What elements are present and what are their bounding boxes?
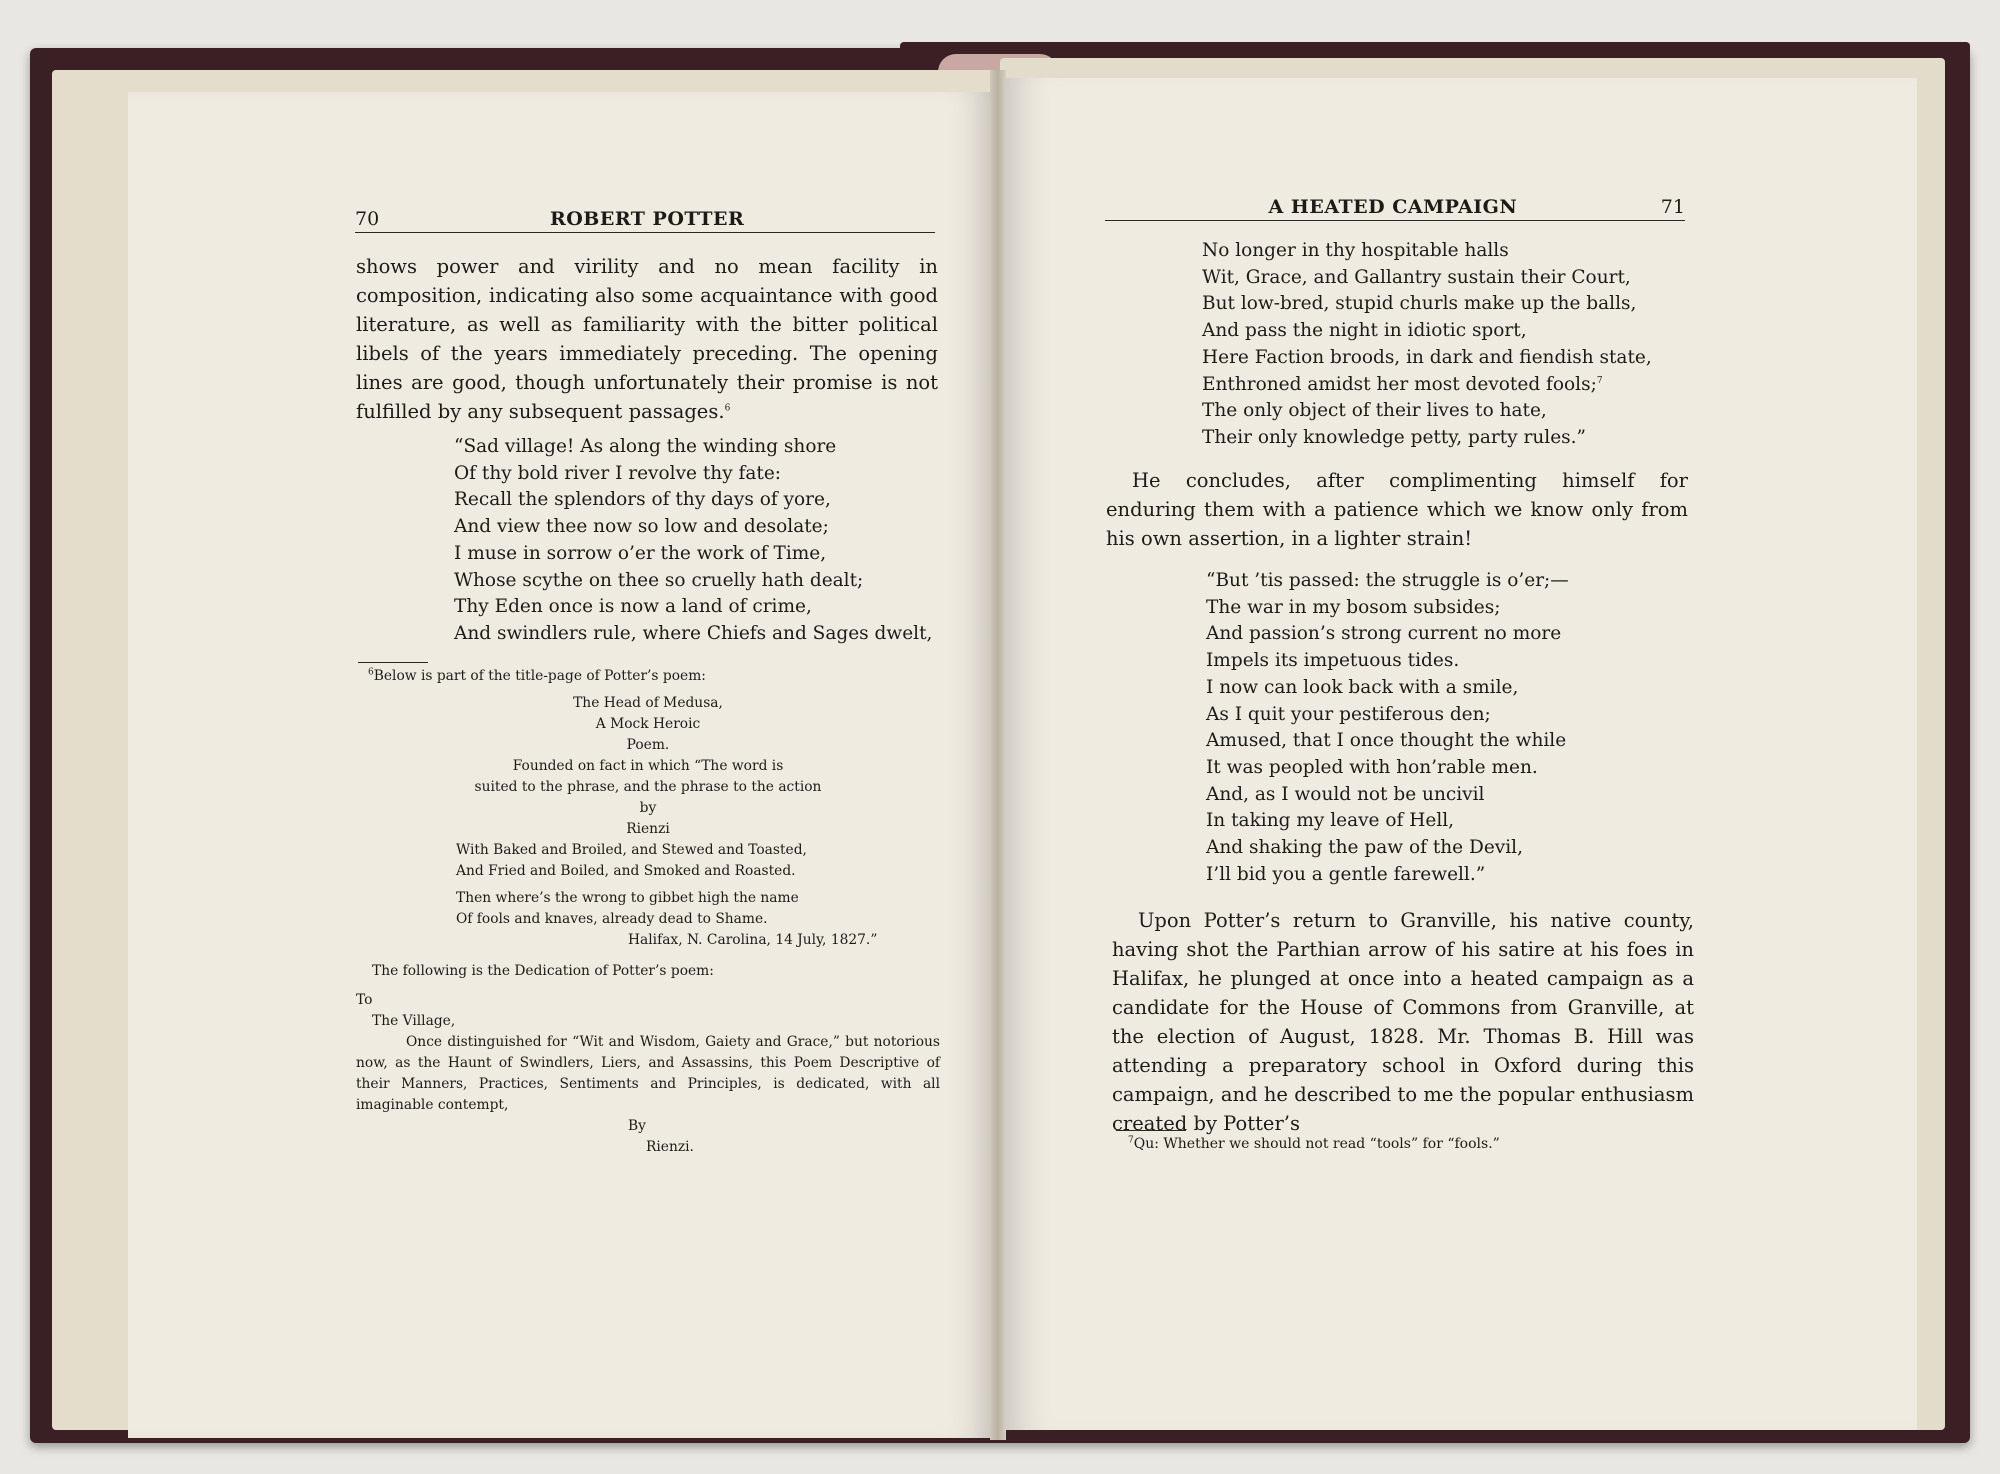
dedication-by: By [628, 1118, 646, 1134]
footnote-intro: Below is part of the title-page of Potter’s poem: [373, 668, 706, 684]
verse-line: Whose scythe on thee so cruelly hath dealt; [454, 569, 864, 591]
verse-line: But low-bred, stupid churls make up the balls, [1202, 293, 1637, 315]
left-verse [454, 434, 932, 648]
right-footnote: $^7$Qu: Whether we should not read “tools” for “fools.” [1128, 1135, 1500, 1152]
verse-line: And shaking the paw of the Devil, [1206, 837, 1523, 859]
right-running-head [1105, 196, 1685, 221]
verse-line: Impels its impetuous tides. [1206, 650, 1460, 672]
right-page-number: 71 [1660, 196, 1685, 218]
left-page-number: 70 [355, 208, 380, 230]
title-page-block: The Head of Medusa, A Mock Heroic Poem. Founded on fact in which “The word is suited to the phrase, and the phrase to the action by Rienzi [474, 695, 822, 837]
footnote-rule [358, 662, 428, 663]
verse-line: And pass the night in idiotic sport, [1202, 320, 1527, 342]
left-running-title: ROBERT POTTER [549, 208, 745, 230]
verse-line: Their only knowledge petty, party rules.” [1202, 426, 1586, 448]
verse-line: And passion’s strong current no more [1206, 623, 1562, 645]
verse-line: The only object of their lives to hate, [1202, 400, 1547, 422]
right-paragraph-1: He concludes, after complimenting himself for enduring them with a patience which we know only from his own assertion, in a lighter strain! [1106, 469, 1688, 550]
verse-line: I now can look back with a smile, [1206, 676, 1519, 698]
left-paragraph: shows power and virility and no mean facility in composition, indicating also some acquaintance with good literature, as well as familiarity with the bitter political libels of the years immediately preceding. The opening lines are good, though unfortunately their promise is not fulfilled by any subsequent passages.$^6$ [356, 255, 938, 423]
verse-line: Thy Eden once is now a land of crime, [454, 596, 812, 618]
verse-line: In taking my leave of Hell, [1206, 810, 1455, 832]
dedication-intro: The following is the Dedication of Potter’s poem: [372, 963, 714, 979]
verse-line: Amused, that I once thought the while [1206, 730, 1567, 752]
verse-line: And view thee now so low and desolate; [454, 516, 829, 538]
dedication-to: To [356, 992, 373, 1008]
place-date: Halifax, N. Carolina, 14 July, 1827.” [628, 932, 878, 948]
verse-line: Recall the splendors of thy days of yore, [454, 489, 831, 511]
dedication-signature: Rienzi. [646, 1139, 694, 1155]
dedication-text: Once distinguished for “Wit and Wisdom, Gaiety and Grace,” but notorious now, as the Haunt of Swindlers, Liers, and Assassins, this Poem Descriptive of their Manners, Practices, Sentiments and Principles, is dedicated, with all imaginable contempt, [356, 1034, 940, 1113]
couplet-2: Then where’s the wrong to gibbet high the name Of fools and knaves, already dead to Shame. [456, 890, 799, 927]
couplet-1: With Baked and Broiled, and Stewed and Toasted, And Fried and Boiled, and Smoked and Roasted. [456, 842, 807, 879]
verse-line: And, as I would not be uncivil [1206, 783, 1485, 805]
verse-line: No longer in thy hospitable halls [1202, 240, 1509, 261]
verse-line: Wit, Grace, and Gallantry sustain their Court, [1202, 266, 1631, 288]
verse-line: Enthroned amidst her most devoted fools;$^7$ [1202, 373, 1603, 395]
left-running-head [355, 208, 935, 233]
verse-line: Of thy bold river I revolve thy fate: [454, 462, 782, 484]
right-running-title: A HEATED CAMPAIGN [1268, 196, 1518, 218]
verse-line: The war in my bosom subsides; [1206, 596, 1501, 618]
left-footnote: $^6$Below is part of the title-page of Potter’s poem: The Head of Medusa, A Mock Heroic Poem. Founded on fact in which “The word is suited to the phrase, and the phrase to the action by Rienzi With Baked and Broiled, and Stewed and Toasted, And Fried and Boiled, and Smoked and Roasted. Then where’s the wrong to gibbet high the name Of fools and knaves, already dead to Shame. Halifax, N. Carolina, 14 July, 1827.” The following is the Dedication of Potter’s poem: To The Village, Once distinguished for “Wit and Wisdom, Gaiety and Grace,” but notorious now, as the Haunt of Swindlers, Liers, and Assassins, this Poem Descriptive of their Manners, Practices, Sentiments and Principles, is dedicated, with all imaginable contempt, By Rienzi. [356, 666, 940, 1158]
right-paragraph-2: Upon Potter’s return to Granville, his native county, having shot the Parthian arrow of his satire at his foes in Halifax, he plunged at once into a heated campaign as a candidate for the House of Commons from Granville, at the election of August, 1828. Mr. Thomas B. Hill was attending a preparatory school in Oxford during this campaign, and he described to me the popular enthusiasm created by Potter’s [1112, 909, 1694, 1135]
footnote-rule [1116, 1130, 1186, 1131]
book-gutter [990, 70, 1006, 1440]
verse-line: As I quit your pestiferous den; [1206, 703, 1491, 725]
footnote-text: Qu: Whether we should not read “tools” for “fools.” [1133, 1136, 1500, 1152]
dedication-village: The Village, [372, 1013, 456, 1029]
verse-line: It was peopled with hon’rable men. [1206, 756, 1538, 778]
footnote-mark-6: 6 [724, 403, 731, 414]
right-verse-2 [1206, 568, 1569, 888]
verse-line: And swindlers rule, where Chiefs and Sages dwelt, [454, 622, 933, 644]
verse-line: “Sad village! As along the winding shore [454, 436, 837, 457]
verse-line: I’ll bid you a gentle farewell.” [1206, 863, 1486, 885]
footnote-mark-7: 7 [1596, 375, 1603, 386]
verse-line: I muse in sorrow o’er the work of Time, [454, 542, 827, 564]
verse-line: Here Faction broods, in dark and fiendish state, [1202, 346, 1652, 368]
right-verse-1 [1202, 238, 1652, 452]
verse-line: “But ’tis passed: the struggle is o’er;— [1206, 570, 1569, 591]
